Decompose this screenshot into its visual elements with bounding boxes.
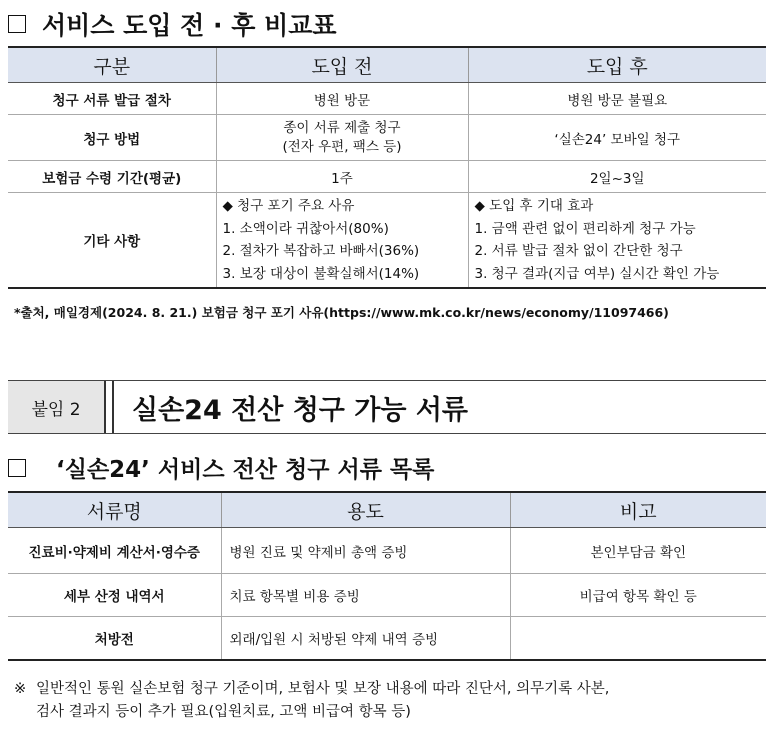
- doc-name: 처방전: [8, 617, 221, 660]
- list-item: 2. 절차가 복잡하고 바빠서(36%): [222, 243, 420, 259]
- cell-before: 1주: [216, 161, 468, 193]
- list-item: 2. 서류 발급 절차 없이 간단한 청구: [474, 243, 683, 259]
- list-item: ◆ 도입 후 기대 효과: [474, 198, 594, 214]
- row-label: 청구 서류 발급 절차: [8, 83, 216, 115]
- row-label: 청구 방법: [8, 115, 216, 161]
- cell-before-line1: 종이 서류 제출 청구: [283, 119, 401, 136]
- cell-before: [216, 115, 468, 161]
- list-item: 1. 소액이라 귀찮아서(80%): [222, 220, 389, 237]
- doc-note: 본인부담금 확인: [510, 528, 766, 574]
- section2-title: ‘실손24’ 서비스 전산 청구 서류 목록: [56, 457, 435, 483]
- cell-after: 2일~3일: [468, 161, 766, 193]
- doc-purpose: 외래/입원 시 처방된 약제 내역 증빙: [221, 617, 510, 660]
- attachment-divider: [104, 381, 114, 433]
- doc-purpose: 병원 진료 및 약제비 총액 증빙: [221, 528, 510, 574]
- table-row: [8, 83, 766, 115]
- header-purpose: 용도: [221, 492, 510, 528]
- attachment-banner: [8, 380, 766, 434]
- footnote-line1: [14, 678, 774, 701]
- reference-mark-icon: ※: [14, 681, 27, 697]
- source-note: *출처, 매일경제(2024. 8. 21.) 보험금 청구 포기 사유(https://www.mk.co.kr/news/economy/11097466): [14, 305, 669, 320]
- header-before: 도입 전: [216, 47, 468, 83]
- cell-after: ‘실손24’ 모바일 청구: [468, 115, 766, 161]
- table-row: [8, 617, 766, 660]
- doc-name: 세부 산정 내역서: [8, 574, 221, 617]
- comparison-table: [8, 46, 766, 289]
- header-doc-name: 서류명: [8, 492, 221, 528]
- section1-heading: [8, 6, 337, 42]
- doc-note: 비급여 항목 확인 등: [510, 574, 766, 617]
- cell-after-list: [468, 193, 766, 289]
- list-item: 1. 금액 관련 없이 편리하게 청구 가능: [474, 220, 696, 237]
- attachment-label: 붙임 2: [8, 381, 104, 433]
- list-item: 3. 보장 대상이 불확실해서(14%): [222, 265, 420, 282]
- header-category: 구분: [8, 47, 216, 83]
- table-row: [8, 574, 766, 617]
- footnote: [14, 678, 774, 724]
- list-item: 3. 청구 결과(지급 여부) 실시간 확인 가능: [474, 265, 720, 282]
- doc-purpose: 치료 항목별 비용 증빙: [221, 574, 510, 617]
- doc-name: 진료비·약제비 계산서·영수증: [8, 528, 221, 574]
- cell-before: 병원 방문: [216, 83, 468, 115]
- table-row: [8, 161, 766, 193]
- table-header-row: [8, 492, 766, 528]
- checkbox-square-icon: [8, 15, 26, 33]
- cell-after: 병원 방문 불필요: [468, 83, 766, 115]
- row-label: 보험금 수령 기간(평균): [8, 161, 216, 193]
- doc-note: [510, 617, 766, 660]
- table-row: [8, 193, 766, 289]
- table-row: [8, 528, 766, 574]
- table-header-row: [8, 47, 766, 83]
- cell-before-line2: (전자 우편, 팩스 등): [282, 138, 402, 155]
- section2-heading: [8, 451, 434, 484]
- footnote-line2: 검사 결과지 등이 추가 필요(입원치료, 고액 비급여 항목 등): [36, 704, 411, 720]
- list-item: ◆ 청구 포기 주요 사유: [222, 198, 355, 214]
- header-note: 비고: [510, 492, 766, 528]
- cell-before-list: [216, 193, 468, 289]
- attachment-title: 실손24 전산 청구 가능 서류: [132, 394, 468, 426]
- footnote-text1: 일반적인 통원 실손보험 청구 기준이며, 보험사 및 보장 내용에 따라 진단서, 의무기록 사본,: [36, 681, 610, 697]
- table-row: [8, 115, 766, 161]
- document-table: [8, 491, 766, 661]
- header-after: 도입 후: [468, 47, 766, 83]
- row-label: 기타 사항: [8, 193, 216, 289]
- checkbox-square-icon: [8, 459, 26, 477]
- section1-title: 서비스 도입 전 · 후 비교표: [42, 11, 337, 40]
